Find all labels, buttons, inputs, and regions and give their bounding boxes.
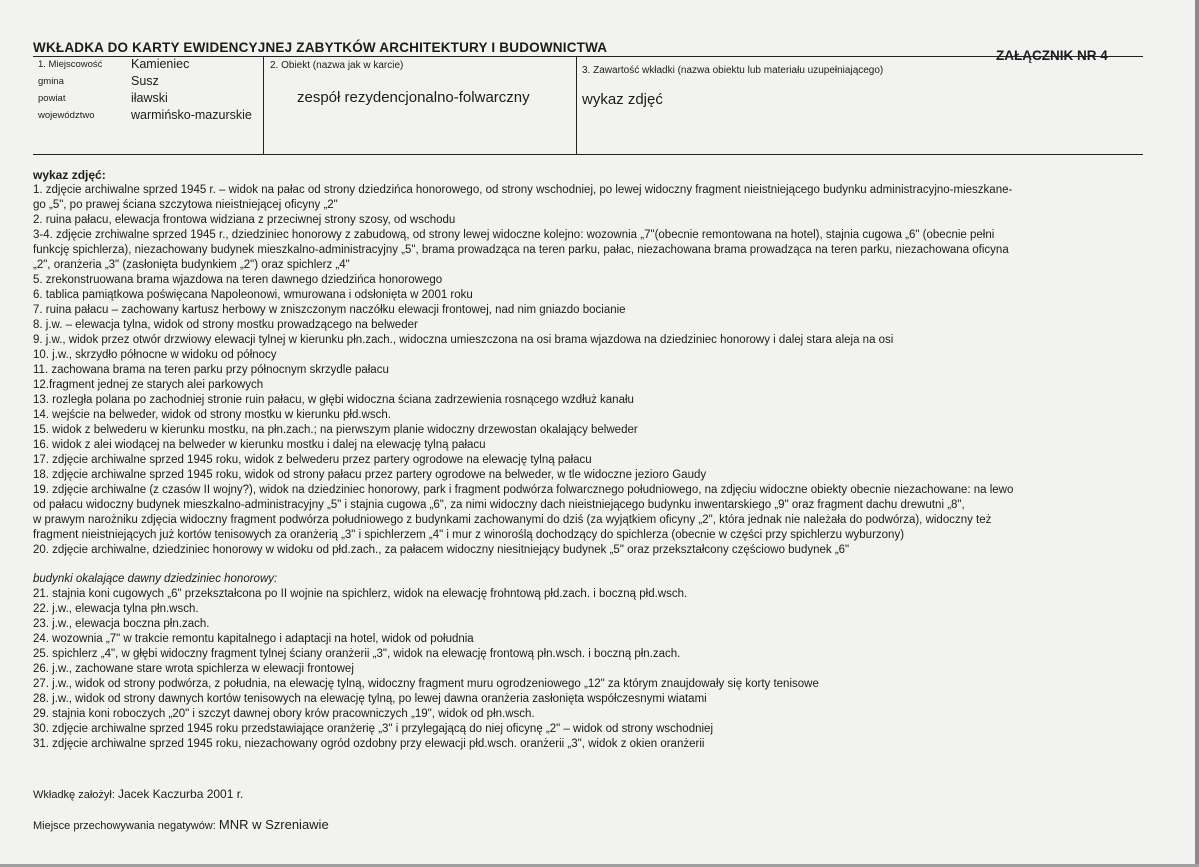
list-item: 26. j.w., zachowane stare wrota spichlerza w elewacji frontowej bbox=[33, 663, 354, 675]
list-item: 27. j.w., widok od strony podwórza, z południa, na elewację tylną, widoczny fragment muru ogrodzeniowego „12" za którym znaujdowały się korty tenisowe bbox=[33, 678, 819, 690]
list-item: 19. zdjęcie archiwalne (z czasów II wojny?), widok na dziedziniec honorowy, park i fragment podwórza folwarcznego południowego, na zdjęciu widoczne obiekty obecnie niezachowane: na lewo bbox=[33, 484, 1014, 496]
storage-line bbox=[33, 817, 329, 832]
list-item: 17. zdjęcie archiwalne sprzed 1945 roku, widok z belwederu przez partery ogrodowe na elewację tylną pałacu bbox=[33, 454, 592, 466]
list-item: 8. j.w. – elewacja tylna, widok od strony mostku prowadzącego na belweder bbox=[33, 319, 418, 331]
list-item: 28. j.w., widok od strony dawnych kortów tenisowych na elewację tylną, po lewej dawna oranżeria zasłonięta współczesnymi wiatami bbox=[33, 693, 707, 705]
list-item: 25. spichlerz „4", w głębi widoczny fragment tylnej ściany oranżerii „3", widok na elewację frontową płn.wsch. i boczną płn.zach. bbox=[33, 648, 681, 660]
list-item: 31. zdjęcie archiwalne sprzed 1945 roku, niezachowany ogród ozdobny przy elewacji płd.wsch. oranżerii „3", widok z okien oranżerii bbox=[33, 738, 705, 750]
list-item: go „5", po prawej ściana szczytowa nieistniejącej oficyny „2" bbox=[33, 199, 338, 211]
list-item: fragment nieistniejących już kortów tenisowych za oranżerią „3" i spichlerzem „4" i mur z winoroślą dochodzący do spichlerza (obecnie w części przy spichlerzu wyburzony) bbox=[33, 529, 905, 541]
list-item: w prawym narożniku zdjęcia widoczny fragment podwórza południowego z budynkami zachowanymi do dziś (za wyjątkiem oficyny „2", która jednak nie należała do podwórza), widoczny też bbox=[33, 514, 992, 526]
list-item: 7. ruina pałacu – zachowany kartusz herbowy w zniszczonym naczółku elewacji frontowej, nad nim gniazdo bocianie bbox=[33, 304, 626, 316]
list-item: 24. wozownia „7" w trakcie remontu kapitalnego i adaptacji na hotel, widok od południa bbox=[33, 633, 474, 645]
list-item: „2", oranżeria „3" (zasłonięta budynkiem „2") oraz spichlerz „4" bbox=[33, 259, 350, 271]
list-item: 1. zdjęcie archiwalne sprzed 1945 r. – widok na pałac od strony dziedzińca honorowego, od strony wschodniej, po lewej widoczny fragment nieistniejącego budynku administracyjno-mieszkane- bbox=[33, 184, 1013, 196]
wojewodztwo-value: warmińsko-mazurskie bbox=[131, 108, 252, 122]
gmina-label: gmina bbox=[38, 76, 64, 87]
list-item: 6. tablica pamiątkowa poświęcana Napoleonowi, wmurowana i odsłonięta w 2001 roku bbox=[33, 289, 473, 301]
list-item: 9. j.w., widok przez otwór drzwiowy elewacji tylnej w kierunku płn.zach., widoczna umieszczona na osi brama wjazdowa na dziedziniec honorowy i dalej stara aleja na osi bbox=[33, 334, 894, 346]
list-item: 3-4. zdjęcie zrchiwalne sprzed 1945 r., dziedziniec honorowy z zabudową, od strony lewej widoczne kolejno: wozownia „7"(obecnie remontowana na hotel), stajnia cugowa „6" (obecnie pełni bbox=[33, 229, 995, 241]
powiat-label: powiat bbox=[38, 93, 66, 104]
document-title: WKŁADKA DO KARTY EWIDENCYJNEJ ZABYTKÓW ARCHITEKTURY I BUDOWNICTWA bbox=[33, 40, 608, 55]
wojewodztwo-label: województwo bbox=[38, 110, 95, 121]
list-item: 15. widok z belwederu w kierunku mostku, na płn.zach.; na pierwszym planie widoczny drzewostan okalający belweder bbox=[33, 424, 638, 436]
photo-list-heading: wykaz zdjęć: bbox=[33, 168, 106, 182]
miejscowosc-label: 1. Miejscowość bbox=[38, 59, 103, 70]
attachment-number: ZAŁĄCZNIK NR 4 bbox=[996, 48, 1108, 63]
page-edge-right bbox=[1195, 0, 1199, 867]
photo-list-items bbox=[33, 183, 1143, 558]
column-divider-2 bbox=[576, 57, 577, 155]
list-item: 29. stajnia koni roboczych „20" i szczyt dawnej obory krów pracowniczych „19", widok od płn.wsch. bbox=[33, 708, 535, 720]
location-section bbox=[38, 57, 271, 123]
list-item: 11. zachowana brama na teren parku przy północnym skrzydle pałacu bbox=[33, 364, 389, 376]
list-item: 18. zdjęcie archiwalne sprzed 1945 roku, widok od strony pałacu przez partery ogrodowe na belweder, w tle widoczne jezioro Gaudy bbox=[33, 469, 707, 481]
author-line bbox=[33, 787, 243, 801]
miejscowosc-value: Kamieniec bbox=[131, 57, 190, 71]
powiat-value: iławski bbox=[131, 91, 168, 105]
list-item: od pałacu widoczny budynek mieszkalno-administracyjny „5" i stajnia cugowa „6", za nimi widoczny dach nieistniejącego budynku inwentarskiego „9" oraz fragment dachu drewutni „8", bbox=[33, 499, 965, 511]
list-item: 12.fragment jednej ze starych alei parkowych bbox=[33, 379, 264, 391]
storage-value: MNR w Szreniawie bbox=[218, 817, 329, 832]
list-item: 2. ruina pałacu, elewacja frontowa widziana z przeciwnej strony szosy, od wschodu bbox=[33, 214, 456, 226]
author-label: Wkładkę założył: bbox=[33, 789, 115, 801]
contents-value: wykaz zdjęć bbox=[582, 91, 663, 108]
list-item: 21. stajnia koni cugowych „6" przekształcona po II wojnie na spichlerz, widok na elewację frohntową płd.zach. i boczną płd.wsch. bbox=[33, 588, 688, 600]
author-value: Jacek Kaczurba 2001 r. bbox=[117, 787, 244, 801]
spacer bbox=[33, 558, 1143, 572]
buildings-subheading: budynki okalające dawny dziedziniec honorowy: bbox=[33, 573, 278, 585]
list-item: funkcję spichlerza), niezachowany budynek mieszkalno-administracyjny „5", brama prowadząca na teren parku, pałac, niezachowana brama prowadząca na teren parku, niezachowana oficyna bbox=[33, 244, 1009, 256]
header-rule bbox=[33, 154, 1143, 155]
list-item: 23. j.w., elewacja boczna płn.zach. bbox=[33, 618, 210, 630]
list-item: 16. widok z alei wiodącej na belweder w kierunku mostku i dalej na elewację tylną pałacu bbox=[33, 439, 486, 451]
list-item: 5. zrekonstruowana brama wjazdowa na teren dawnego dziedzińca honorowego bbox=[33, 274, 443, 286]
photo-list bbox=[33, 168, 1143, 752]
object-label: 2. Obiekt (nazwa jak w karcie) bbox=[270, 60, 404, 71]
list-item: 10. j.w., skrzydło północne w widoku od północy bbox=[33, 349, 277, 361]
list-item: 14. wejście na belweder, widok od strony mostku w kierunku płd.wsch. bbox=[33, 409, 391, 421]
buildings-list-items bbox=[33, 587, 1143, 752]
object-value: zespół rezydencjonalno-folwarczny bbox=[297, 89, 530, 106]
contents-label: 3. Zawartość wkładki (nazwa obiektu lub materiału uzupełniającego) bbox=[582, 65, 884, 76]
list-item: 20. zdjęcie archiwalne, dziedziniec honorowy w widoku od płd.zach., za pałacem widoczny niesitniejący budynek „5" oraz przekształcony częściowo budynek „6" bbox=[33, 544, 850, 556]
gmina-value: Susz bbox=[131, 74, 159, 88]
list-item: 30. zdjęcie archiwalne sprzed 1945 roku przedstawiające oranżerię „3" i przylegającą do niej oficynę „2" – widok od strony wschodniej bbox=[33, 723, 713, 735]
storage-label: Miejsce przechowywania negatywów: bbox=[33, 820, 216, 832]
list-item: 13. rozległa polana po zachodniej stronie ruin pałacu, w głębi widoczna ściana zadrzewienia rosnącego wzdłuż kanału bbox=[33, 394, 634, 406]
list-item: 22. j.w., elewacja tylna płn.wsch. bbox=[33, 603, 199, 615]
